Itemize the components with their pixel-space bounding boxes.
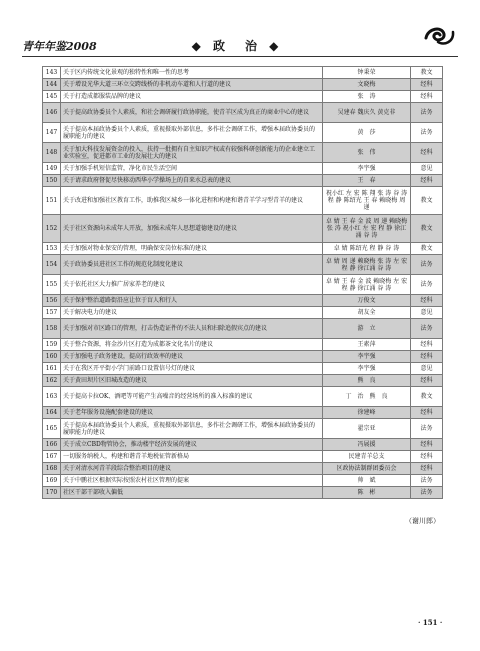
row-number: 161 (43, 363, 61, 375)
proposer-name: 张 伟 (323, 143, 411, 163)
table-row (43, 103, 443, 123)
table-row (43, 79, 443, 91)
proposer-name: 李宇强 (323, 163, 411, 175)
proposal-title: 关于区内传统文化景观的独特性和唯一性的思考 (61, 67, 323, 79)
proposer-name: 帅 斌 (323, 475, 411, 487)
row-number: 168 (43, 463, 61, 475)
proposal-title: 关于政协委员进社区工作的规范化制度化建议 (61, 255, 323, 275)
table-row (43, 387, 443, 407)
proposal-title: 关于黄田坝片区旧城改造的建议 (61, 375, 323, 387)
table-row (43, 243, 443, 255)
category: 经科 (411, 439, 443, 451)
table-row (43, 307, 443, 319)
table-row (43, 295, 443, 307)
row-number: 160 (43, 351, 61, 363)
proposal-title: 关于整合资源，将金沙片区打造为成都茶文化名片的建议 (61, 339, 323, 351)
category: 经科 (411, 143, 443, 163)
proposer-name: 翟宗亚 (323, 419, 411, 439)
proposer-name: 陈 彬 (323, 487, 411, 499)
section-title: ◆ 政 治 ◆ (191, 39, 283, 53)
row-number: 164 (43, 407, 61, 419)
proposer-name: 张 涛 (323, 91, 411, 103)
proposal-title: 关于在我区开平街小学门前路口设置信号灯的建议 (61, 363, 323, 375)
swirl-logo-icon (422, 24, 456, 48)
proposal-title: 关于依托社区大力推广居家养老的建议 (61, 275, 323, 295)
table-row (43, 163, 443, 175)
table-row (43, 67, 443, 79)
proposal-title: 关于对清水河青羊段综合整治项目的建议 (61, 463, 323, 475)
proposal-title: 关于请求政府督促尽快移动西华小学操场上的自来水总表的建议 (61, 175, 323, 187)
proposal-title: 关于加强对市区路口的管理，打击伪造证件的不法人员和扫除追假宾点的建议 (61, 319, 323, 339)
proposal-title: 关于增设光华大道三环立交跨线桥的非机动车道和人行道的建议 (61, 79, 323, 91)
row-number: 149 (43, 163, 61, 175)
table-row (43, 487, 443, 499)
proposer-name: 卓 婧 王 春 金 波 赖晓梅 左 宏 程 静 徐江涌 谷 涛 (323, 275, 411, 295)
proposer-name: 卓 婧 王 春 金 波 周 递 赖晓梅 张 涛 祝小红 左 宏 程 静 徐江涌 谷 涛 (323, 215, 411, 243)
row-number: 150 (43, 175, 61, 187)
proposer-name: 熊 良 (323, 375, 411, 387)
table-row (43, 375, 443, 387)
table-row (43, 351, 443, 363)
row-number: 169 (43, 475, 61, 487)
category: 经科 (411, 407, 443, 419)
table-row (43, 91, 443, 103)
proposer-name: 游 立 (323, 319, 411, 339)
proposer-name: 王 春 (323, 175, 411, 187)
category: 法务 (411, 275, 443, 295)
category: 意见 (411, 163, 443, 175)
category: 教文 (411, 387, 443, 407)
proposal-title: 关于老年服务设施配套建设的建议 (61, 407, 323, 419)
category: 法务 (411, 419, 443, 439)
proposer-name: 万俊文 (323, 295, 411, 307)
category: 意见 (411, 307, 443, 319)
row-number: 166 (43, 439, 61, 451)
table-row (43, 363, 443, 375)
row-number: 159 (43, 339, 61, 351)
proposal-title: 关于改进和加强社区教育工作，助推我区城乡一体化进程和构建和谐青羊学习型青羊的建议 (61, 187, 323, 215)
table-row (43, 215, 443, 243)
footnote: （谢川郎） (405, 517, 440, 525)
proposer-name: 王素萍 (323, 339, 411, 351)
proposer-name: 卓 婧 周 递 赖晓梅 张 涛 左 宏 程 静 徐江涌 谷 涛 (323, 255, 411, 275)
table-row (43, 187, 443, 215)
proposal-title: 关于成立CBD物管协会，推动楼宇经济发展的建议 (61, 439, 323, 451)
row-number: 170 (43, 487, 61, 499)
category: 经科 (411, 351, 443, 363)
proposer-name: 文晓梅 (323, 79, 411, 91)
proposer-name: 黄 莎 (323, 123, 411, 143)
table-row (43, 339, 443, 351)
proposal-title: 关于加大科技发展资金的投入，扶持一批拥有自主知识产权或有较强科研创新能力的企业建立工业实验室，促进都市工业的发展壮大的建议 (61, 143, 323, 163)
table-row (43, 475, 443, 487)
row-number: 147 (43, 123, 61, 143)
proposal-title: 关于加强对物业保安的管理，明确保安岗位标准的建议 (61, 243, 323, 255)
proposer-name: 吴建春 魏庆久 黄克非 (323, 103, 411, 123)
proposal-title: 关于加强手机短信监管，净化市民生活空间 (61, 163, 323, 175)
proposer-name: 冯展援 (323, 439, 411, 451)
category: 经科 (411, 295, 443, 307)
proposer-name: 祝小红 左 宏 陈 翔 张 涛 谷 涛 程 静 陈绍光 王 春 赖晓梅 周 递 (323, 187, 411, 215)
category: 经科 (411, 91, 443, 103)
row-number: 144 (43, 79, 61, 91)
table-row (43, 255, 443, 275)
proposal-title: 关于提高本届政协委员个人素质，重视摄取外部信息，多作社会调研工作，增强本届政协委员的履职能力的建议 (61, 419, 323, 439)
row-number: 163 (43, 387, 61, 407)
table-row (43, 419, 443, 439)
proposer-name: 卓 婧 陈绍光 程 静 谷 涛 (323, 243, 411, 255)
row-number: 143 (43, 67, 61, 79)
yearbook-title: 青年年鉴2008 (22, 40, 97, 53)
proposer-name: 民建青羊总支 (323, 451, 411, 463)
proposal-title: 关于提高政协委员个人素质，和社会调研履行政协职能，使青羊区成为真正的商业中心的建议 (61, 103, 323, 123)
row-number: 167 (43, 451, 61, 463)
proposal-title: 关于加强电子政务建设，提高行政效率的建议 (61, 351, 323, 363)
proposer-name: 钟秉荣 (323, 67, 411, 79)
row-number: 157 (43, 307, 61, 319)
row-number: 158 (43, 319, 61, 339)
category: 教文 (411, 243, 443, 255)
proposal-title: 社区干部干部收入偏低 (61, 487, 323, 499)
table-row (43, 407, 443, 419)
proposal-title: 关于社区资源向未成年人开放，加强未成年人思想道德建设的建议 (61, 215, 323, 243)
row-number: 152 (43, 215, 61, 243)
category: 法务 (411, 475, 443, 487)
row-number: 146 (43, 103, 61, 123)
table-row (43, 175, 443, 187)
proposal-title: 关于提高本届政协委员个人素质，重视摄取外部信息，多作社会调研工作，增强本届政协委员的履职能力的建议 (61, 123, 323, 143)
proposer-name: 徐建峰 (323, 407, 411, 419)
proposal-title: 关于解决电力的建议 (61, 307, 323, 319)
row-number: 145 (43, 91, 61, 103)
category: 经科 (411, 375, 443, 387)
row-number: 162 (43, 375, 61, 387)
category: 法务 (411, 319, 443, 339)
proposer-name: 李宇强 (323, 351, 411, 363)
category: 教文 (411, 187, 443, 215)
table-row (43, 451, 443, 463)
table-row (43, 463, 443, 475)
page-header (22, 34, 458, 57)
category: 经科 (411, 79, 443, 91)
proposal-title: 一切服务纳税人，构建和谐青羊地税征管新格局 (61, 451, 323, 463)
proposer-name: 区政协法制群团委员会 (323, 463, 411, 475)
row-number: 151 (43, 187, 61, 215)
table-row (43, 275, 443, 295)
proposal-title: 关于打造成都服装品牌的建议 (61, 91, 323, 103)
category: 经科 (411, 463, 443, 475)
row-number: 148 (43, 143, 61, 163)
table-row (43, 319, 443, 339)
row-number: 154 (43, 255, 61, 275)
page-number: · 151 · (418, 618, 443, 627)
table-row (43, 123, 443, 143)
category: 经科 (411, 175, 443, 187)
proposal-title: 关于提高卡拉OK、酒吧等可能产生高噪音的经营场所的准入标准的建议 (61, 387, 323, 407)
row-number: 153 (43, 243, 61, 255)
proposal-title: 关于保护整治道路街沿应让位于盲人和行人 (61, 295, 323, 307)
category: 教文 (411, 67, 443, 79)
proposer-name: 丁 治 熊 良 (323, 387, 411, 407)
category: 法务 (411, 103, 443, 123)
proposer-name: 李宇强 (323, 363, 411, 375)
proposal-table (42, 66, 443, 499)
table-row (43, 439, 443, 451)
row-number: 156 (43, 295, 61, 307)
table-row (43, 143, 443, 163)
category: 意见 (411, 363, 443, 375)
category: 法务 (411, 123, 443, 143)
category: 法务 (411, 487, 443, 499)
row-number: 155 (43, 275, 61, 295)
category: 教文 (411, 215, 443, 243)
category: 经科 (411, 451, 443, 463)
proposal-title: 关于中鹏社区根据实际按照农村社区管理的提案 (61, 475, 323, 487)
row-number: 165 (43, 419, 61, 439)
proposer-name: 胡友全 (323, 307, 411, 319)
category: 法务 (411, 255, 443, 275)
category: 经科 (411, 339, 443, 351)
